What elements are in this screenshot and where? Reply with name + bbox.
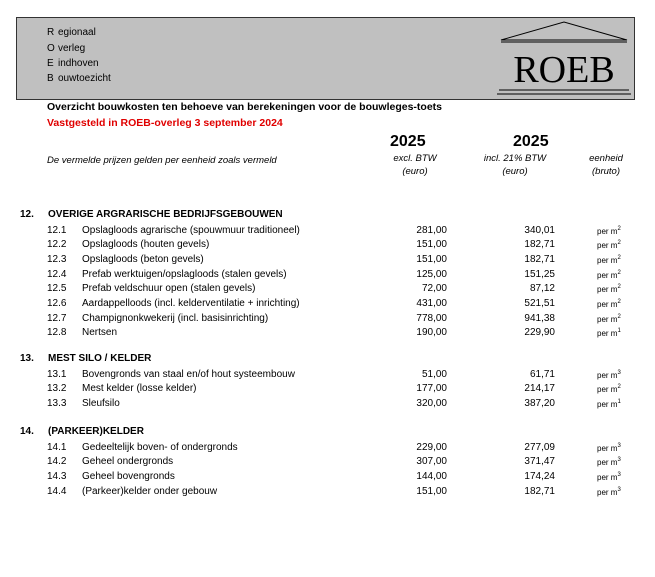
org-line-4: B ouwtoezicht	[47, 73, 111, 84]
unit-label: per $m^3$	[597, 370, 621, 380]
row-label: Nertsen	[82, 327, 118, 338]
row-label: Gedeeltelijk boven- of ondergronds	[82, 442, 238, 453]
price-incl-btw: 61,71	[529, 369, 555, 380]
price-excl-btw: 151,00	[416, 486, 447, 497]
price-incl-btw: 87,12	[529, 283, 555, 294]
row-label: (Parkeer)kelder onder gebouw	[82, 486, 218, 497]
row-number: 12.8	[47, 327, 67, 338]
org-line-3: E indhoven	[47, 58, 99, 69]
row-label: Prefab werktuigen/opslagloods (stalen gevels)	[82, 269, 287, 280]
unit-label: per $m^2$	[597, 255, 621, 265]
year-incl: 2025	[513, 133, 549, 150]
row-label: Opslagloods agrarische (spouwmuur traditioneel)	[82, 225, 300, 236]
row-number: 14.1	[47, 442, 67, 453]
row-label: Prefab veldschuur open (stalen gevels)	[82, 283, 256, 294]
col-incl-line2: (euro)	[502, 166, 528, 177]
row-label: Geheel ondergronds	[82, 456, 174, 467]
price-note: De vermelde prijzen gelden per eenheid zoals vermeld	[47, 155, 277, 166]
unit-label: per $m^1$	[597, 399, 621, 409]
col-incl-line1: incl. 21% BTW	[483, 153, 547, 164]
price-incl-btw: 941,38	[524, 313, 555, 324]
row-number: 14.4	[47, 486, 67, 497]
col-unit-line2: (bruto)	[592, 166, 620, 177]
col-unit-line1: eenheid	[589, 153, 623, 164]
row-label: Opslagloods (beton gevels)	[82, 254, 204, 265]
document-subtitle: Vastgesteld in ROEB-overleg 3 september 2024	[47, 117, 283, 129]
price-excl-btw: 229,00	[416, 442, 447, 453]
unit-label: per $m^3$	[597, 487, 621, 497]
price-excl-btw: 431,00	[416, 298, 447, 309]
price-incl-btw: 214,17	[524, 383, 555, 394]
row-number: 12.5	[47, 283, 67, 294]
price-incl-btw: 151,25	[524, 269, 555, 280]
section-number: 13.	[20, 353, 34, 364]
price-incl-btw: 229,90	[524, 327, 555, 338]
price-excl-btw: 307,00	[416, 456, 447, 467]
price-excl-btw: 778,00	[416, 313, 447, 324]
price-incl-btw: 371,47	[524, 456, 555, 467]
price-excl-btw: 72,00	[421, 283, 447, 294]
section-number: 14.	[20, 426, 34, 437]
price-excl-btw: 177,00	[416, 383, 447, 394]
unit-label: per $m^1$	[597, 328, 621, 338]
section-title: OVERIGE ARGRARISCHE BEDRIJFSGEBOUWEN	[48, 209, 283, 220]
unit-label: per $m^2$	[597, 314, 621, 324]
row-label: Aardappelloods (incl. kelderventilatie + inrichting)	[82, 298, 300, 309]
unit-label: per $m^2$	[597, 384, 621, 394]
row-number: 13.1	[47, 369, 67, 380]
row-number: 14.3	[47, 471, 67, 482]
year-excl: 2025	[390, 133, 426, 150]
section-title: (PARKEER)KELDER	[48, 426, 144, 437]
section-number: 12.	[20, 209, 34, 220]
row-number: 12.1	[47, 225, 67, 236]
price-excl-btw: 320,00	[416, 398, 447, 409]
price-incl-btw: 521,51	[524, 298, 555, 309]
row-number: 13.2	[47, 383, 67, 394]
price-excl-btw: 144,00	[416, 471, 447, 482]
header-banner	[16, 17, 635, 100]
price-incl-btw: 182,71	[524, 254, 555, 265]
unit-label: per $m^3$	[597, 443, 621, 453]
row-label: Opslagloods (houten gevels)	[82, 239, 210, 250]
document-title: Overzicht bouwkosten ten behoeve van berekeningen voor de bouwleges-toets	[47, 101, 443, 113]
price-excl-btw: 190,00	[416, 327, 447, 338]
price-excl-btw: 125,00	[416, 269, 447, 280]
row-number: 12.7	[47, 313, 67, 324]
org-line-1: R egionaal	[47, 27, 96, 38]
price-incl-btw: 174,24	[524, 471, 555, 482]
price-incl-btw: 182,71	[524, 239, 555, 250]
price-incl-btw: 340,01	[524, 225, 555, 236]
unit-label: per $m^2$	[597, 226, 621, 236]
price-incl-btw: 277,09	[524, 442, 555, 453]
unit-label: per $m^3$	[597, 457, 621, 467]
price-excl-btw: 151,00	[416, 254, 447, 265]
price-excl-btw: 51,00	[421, 369, 447, 380]
col-excl-line1: excl. BTW	[393, 153, 437, 164]
price-incl-btw: 182,71	[524, 486, 555, 497]
unit-label: per $m^2$	[597, 284, 621, 294]
unit-label: per $m^2$	[597, 299, 621, 309]
row-number: 12.4	[47, 269, 67, 280]
unit-label: per $m^3$	[597, 472, 621, 482]
row-label: Sleufsilo	[82, 398, 120, 409]
row-label: Mest kelder (losse kelder)	[82, 383, 197, 394]
row-number: 14.2	[47, 456, 67, 467]
row-label: Geheel bovengronds	[82, 471, 175, 482]
price-excl-btw: 281,00	[416, 225, 447, 236]
section-title: MEST SILO / KELDER	[48, 353, 152, 364]
unit-label: per $m^2$	[597, 240, 621, 250]
row-number: 12.3	[47, 254, 67, 265]
row-number: 12.6	[47, 298, 67, 309]
org-line-2: O verleg	[47, 43, 86, 54]
col-excl-line2: (euro)	[402, 166, 428, 177]
row-label: Bovengronds van staal en/of hout systeembouw	[82, 369, 295, 380]
roeb-logo	[495, 20, 633, 98]
unit-label: per $m^2$	[597, 270, 621, 280]
row-number: 13.3	[47, 398, 67, 409]
price-incl-btw: 387,20	[524, 398, 555, 409]
logo-text: ROEB	[513, 49, 615, 91]
price-excl-btw: 151,00	[416, 239, 447, 250]
row-number: 12.2	[47, 239, 67, 250]
row-label: Champignonkwekerij (incl. basisinrichting)	[82, 313, 269, 324]
